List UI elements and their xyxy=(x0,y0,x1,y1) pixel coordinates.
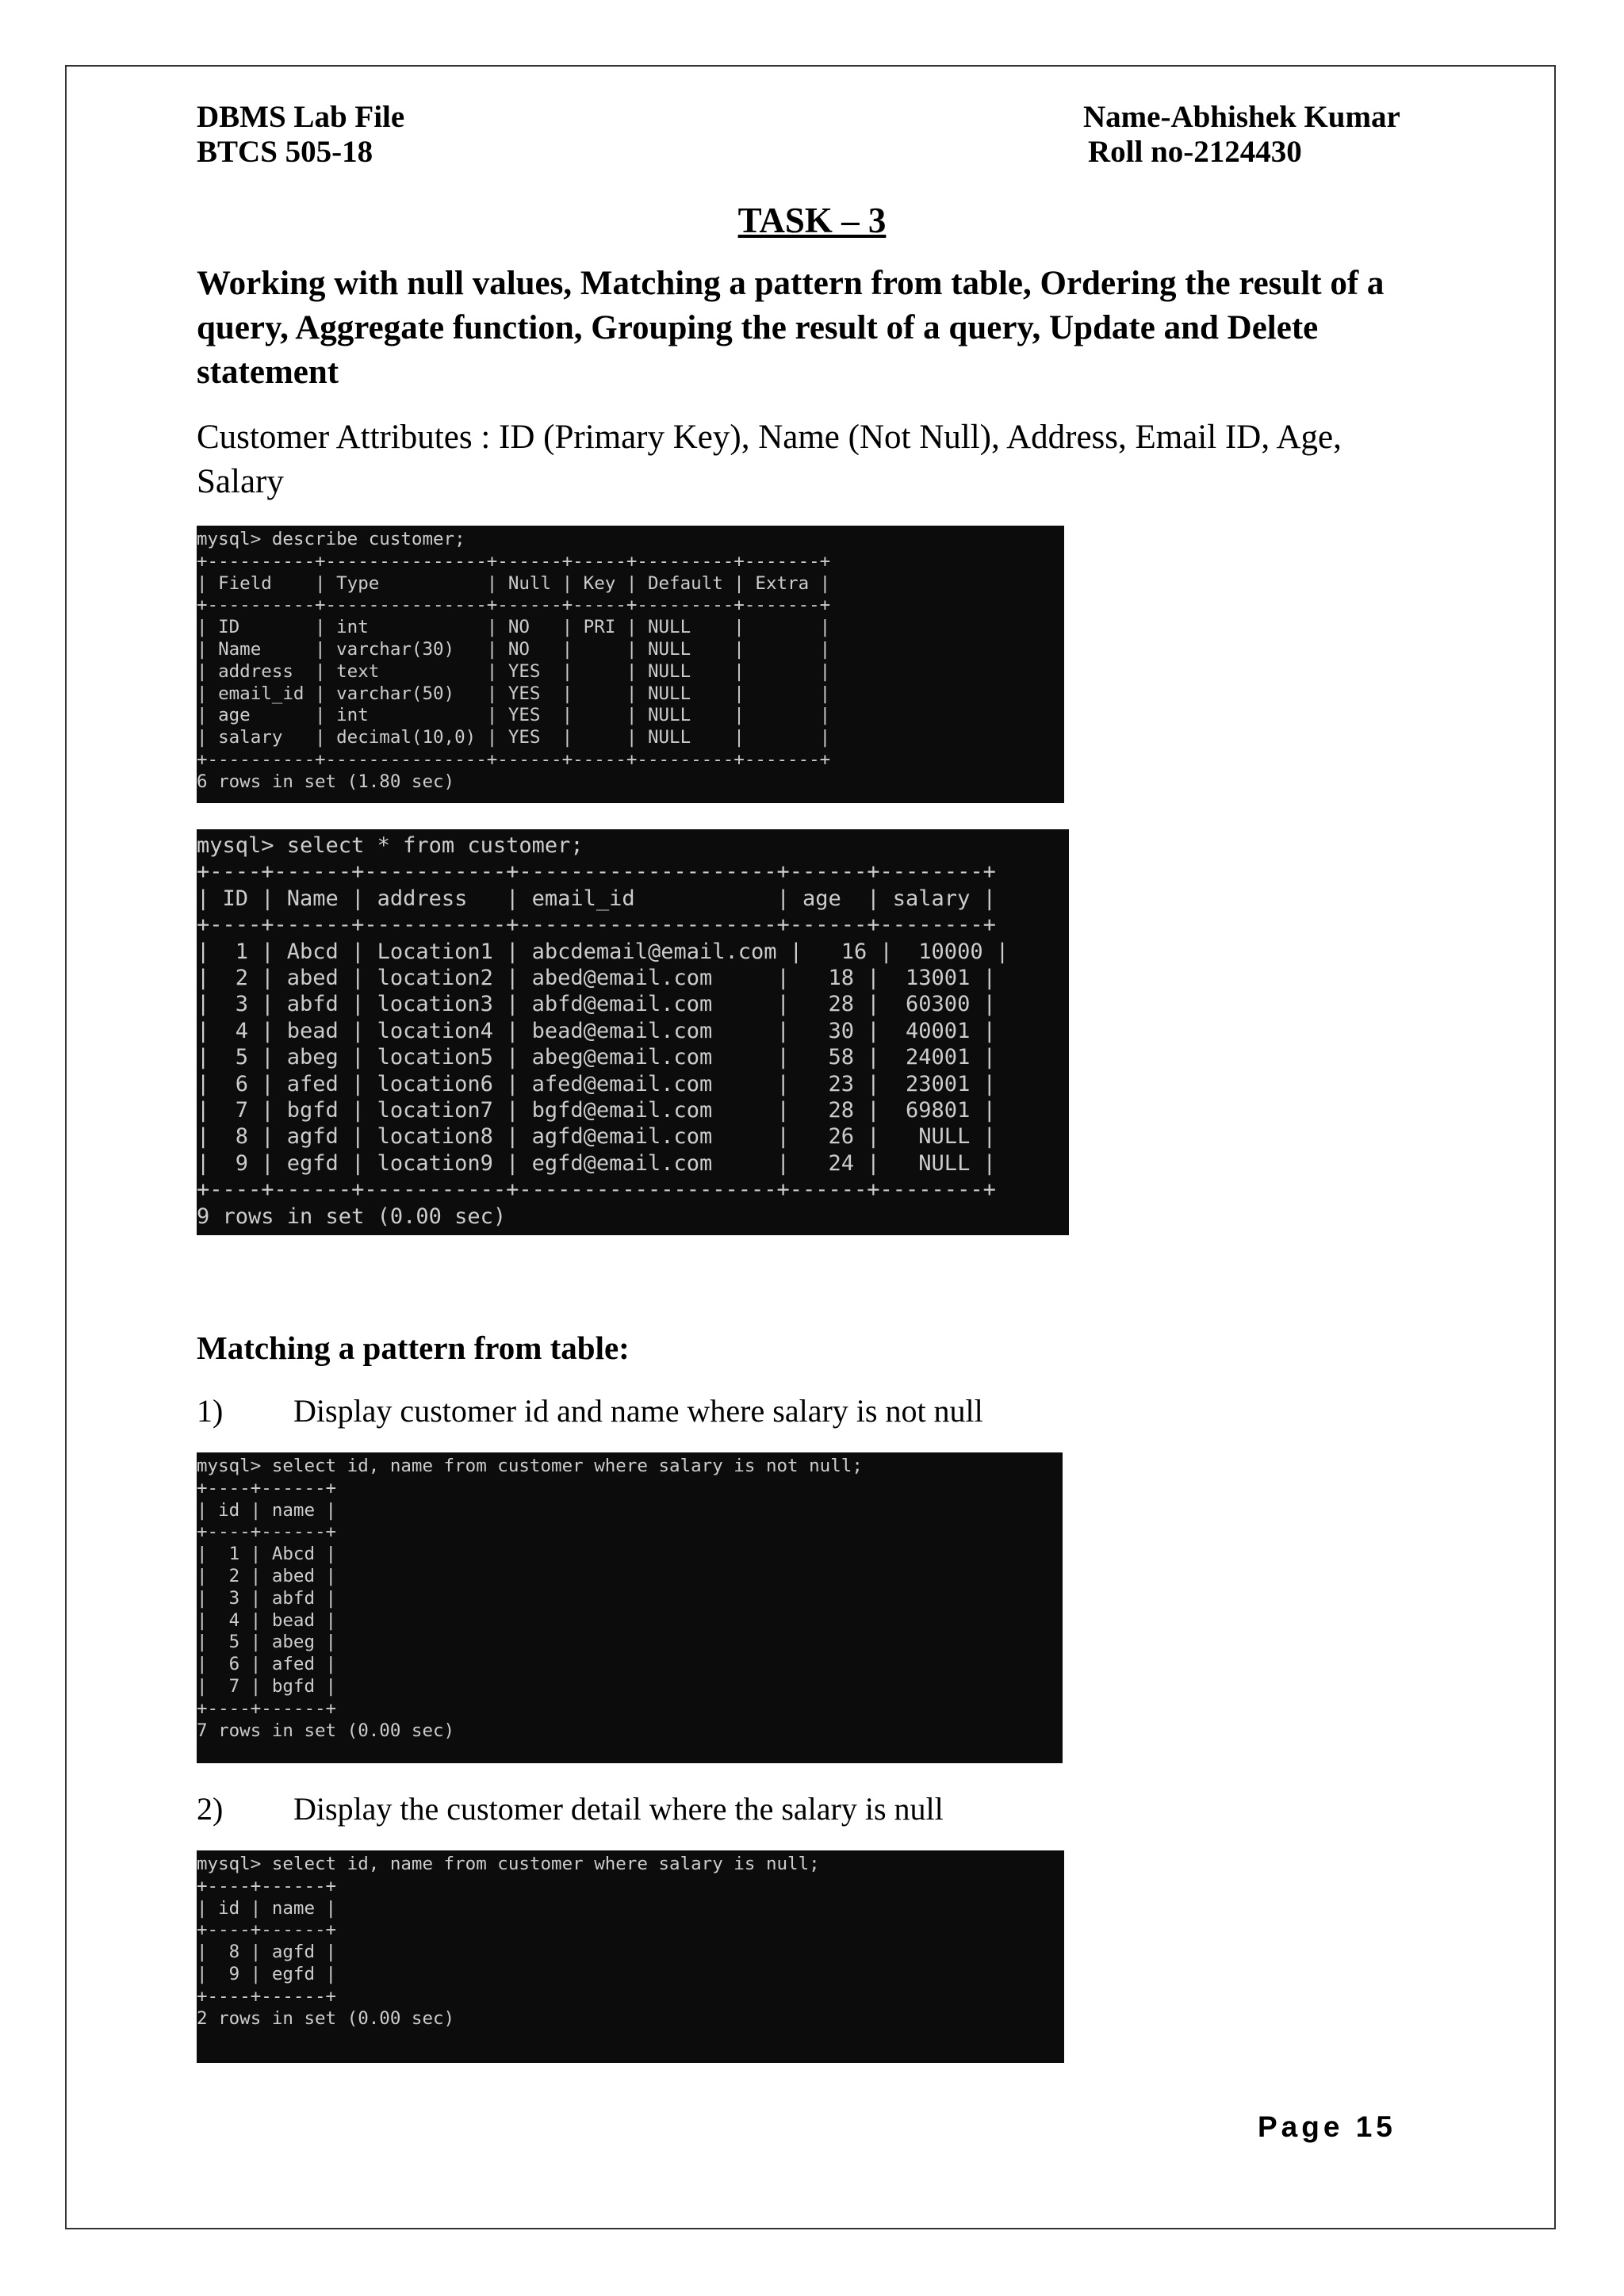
page-number: Page 15 xyxy=(1258,2110,1396,2143)
item-2-number: 2) xyxy=(197,1791,224,1827)
course-code: BTCS 505-18 xyxy=(197,135,373,169)
customer-attributes: Customer Attributes : ID (Primary Key), Name (Not Null), Address, Email ID, Age, Salary xyxy=(197,419,1342,500)
item-2-text: Display the customer detail where the salary is null xyxy=(293,1791,944,1827)
section-heading: Matching a pattern from table: xyxy=(197,1330,630,1366)
is-null-output: mysql> select id, name from customer where salary is null; +----+------+ | id | name | +----+------+ | 8 | agfd | | 9 | egfd | +----+------+ 2 rows in set (0.00 sec) xyxy=(197,1854,820,2029)
not-null-terminal xyxy=(197,1452,1063,1763)
describe-output: mysql> describe customer; +----------+---------------+------+-----+---------+-------+ | Field | Type | Null | Key | Default | Extra | +----------+---------------+------+-----+---------+-------+ | ID | int | NO | PRI | NULL | | | Name | varchar(30) | NO | | NULL | | | address | text | YES | | NULL | | | email_id | varchar(50) | YES | | NULL | | | age | int | YES | | NULL | | | salary | decimal(10,0) | YES | | NULL | | +----------+---------------+------+-----+---------+-------+ 6 rows in set (1.80 sec) xyxy=(197,529,831,792)
roll-number: Roll no-2124430 xyxy=(1088,135,1302,169)
task-heading: Working with null values, Matching a pattern from table, Ordering the result of a query, Aggregate function, Grouping the result of a query, Update and Delete statement xyxy=(197,265,1385,391)
select-all-output: mysql> select * from customer; +----+------+-----------+--------------------+------+--------+ | ID | Name | address | email_id | age | salary | +----+------+-----------+--------------------+------+--------+ | 1 | Abcd | Location1 | abcdemail@email.com | 16 | 10000 | | 2 | abed | location2 | abed@email.com | 18 | 13001 | | 3 | abfd | location3 | abfd@email.com | 28 | 60300 | | 4 | bead | location4 | bead@email.com | 30 | 40001 | | 5 | abeg | location5 | abeg@email.com | 58 | 24001 | | 6 | afed | location6 | afed@email.com | 23 | 23001 | | 7 | bgfd | location7 | bgfd@email.com | 28 | 69801 | | 8 | agfd | location8 | agfd@email.com | 26 | NULL | | 9 | egfd | location9 | egfd@email.com | 24 | NULL | +----+------+-----------+--------------------+------+--------+ 9 rows in set (0.00 sec) xyxy=(197,833,1009,1229)
select-all-terminal xyxy=(197,829,1069,1235)
not-null-output: mysql> select id, name from customer where salary is not null; +----+------+ | id | name | +----+------+ | 1 | Abcd | | 2 | abed | | 3 | abfd | | 4 | bead | | 5 | abeg | | 6 | afed | | 7 | bgfd | +----+------+ 7 rows in set (0.00 sec) xyxy=(197,1456,863,1741)
task-title: TASK – 3 xyxy=(737,201,887,240)
item-1-text: Display customer id and name where salary is not null xyxy=(293,1393,983,1429)
student-name: Name-Abhishek Kumar xyxy=(1083,100,1400,134)
is-null-terminal xyxy=(197,1850,1064,2063)
item-1-number: 1) xyxy=(197,1393,224,1429)
describe-terminal xyxy=(197,526,1064,803)
course-title: DBMS Lab File xyxy=(197,100,405,134)
